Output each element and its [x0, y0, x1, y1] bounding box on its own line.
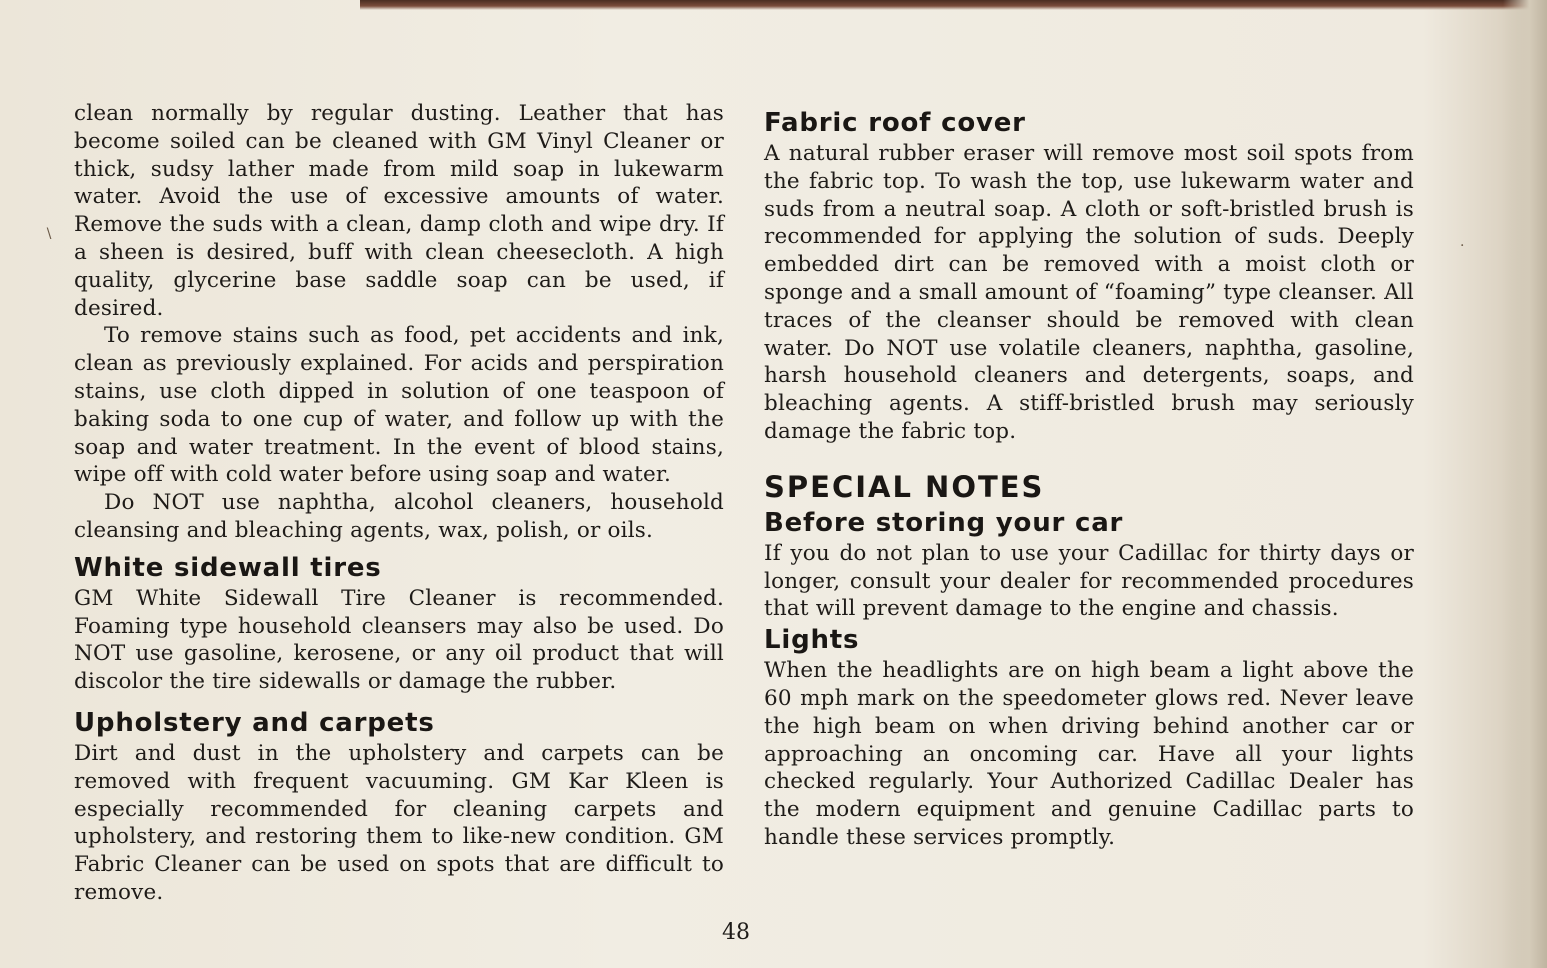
- page-top-edge: [360, 0, 1547, 10]
- lights-body: When the headlights are on high beam a light above the 60 mph mark on the speedometer glows red. Never leave the high beam on when driving behind another car or approaching an oncoming car. Have all your lights checked regularly. Your Authorized Cadillac Dealer has the modern equipment and genuine Cadillac parts to handle these services promptly.: [764, 658, 1414, 850]
- page-number: 48: [722, 920, 750, 945]
- white-sidewall-body: GM White Sidewall Tire Cleaner is recommended. Foaming type household cleansers may also be used. Do NOT use gasoline, kerosene, or any oil product that will discolor the tire sidewalls or damage the rubber.: [74, 585, 724, 695]
- special-notes-heading: SPECIAL NOTES: [764, 469, 1045, 504]
- fabric-roof-heading: Fabric roof cover: [764, 108, 1026, 138]
- storing-body: If you do not plan to use your Cadillac for thirty days or longer, consult your dealer for recommended procedures that will prevent damage to the engine and chassis.: [764, 540, 1414, 622]
- warning-paragraph: Do NOT use naphtha, alcohol cleaners, household cleansing and bleaching agents, wax, polish, or oils.: [74, 490, 724, 543]
- page-binding-edge: [1503, 0, 1547, 968]
- margin-mark: ·: [1460, 238, 1465, 254]
- stain-removal-paragraph: To remove stains such as food, pet accidents and ink, clean as previously explained. For acids and perspiration stains, use cloth dipped in solution of one teaspoon of baking soda to one cup of water, and follow up with the soap and water treatment. In the event of blood stains, wipe off with cold water before using soap and water.: [74, 323, 724, 488]
- leather-cleaning-paragraph: clean normally by regular dusting. Leather that has become soiled can be cleaned with GM Vinyl Cleaner or thick, sudsy lather made from mild soap in lukewarm water. Avoid the use of excessive amounts of water. Remove the suds with a clean, damp cloth and wipe dry. If a sheen is desired, buff with clean cheesecloth. A high quality, glycerine base saddle soap can be used, if desired.: [74, 101, 724, 321]
- upholstery-heading: Upholstery and carpets: [74, 707, 435, 738]
- right-column: [764, 106, 1414, 852]
- left-column: [74, 100, 724, 907]
- lights-heading: Lights: [764, 625, 860, 656]
- fabric-roof-body: A natural rubber eraser will remove most soil spots from the fabric top. To wash the top, use lukewarm water and suds from a neutral soap. A cloth or soft-bristled brush is recommended for applying the solution of suds. Deeply embedded dirt can be removed with a moist cloth or sponge and a small amount of “foaming” type cleanser. All traces of the cleanser should be removed with clean water. Do NOT use volatile cleaners, naphtha, gasoline, harsh household cleaners and detergents, soaps, and bleaching agents. A stiff-bristled brush may seriously damage the fabric top.: [764, 141, 1414, 444]
- margin-mark: ∖: [44, 226, 53, 242]
- storing-heading: Before storing your car: [764, 507, 1124, 538]
- upholstery-body: Dirt and dust in the upholstery and carpets can be removed with frequent vacuuming. GM Kar Kleen is especially recommended for cleaning carpets and upholstery, and restoring them to like-new condition. GM Fabric Cleaner can be used on spots that are difficult to remove.: [74, 740, 724, 905]
- white-sidewall-heading: White sidewall tires: [74, 552, 382, 583]
